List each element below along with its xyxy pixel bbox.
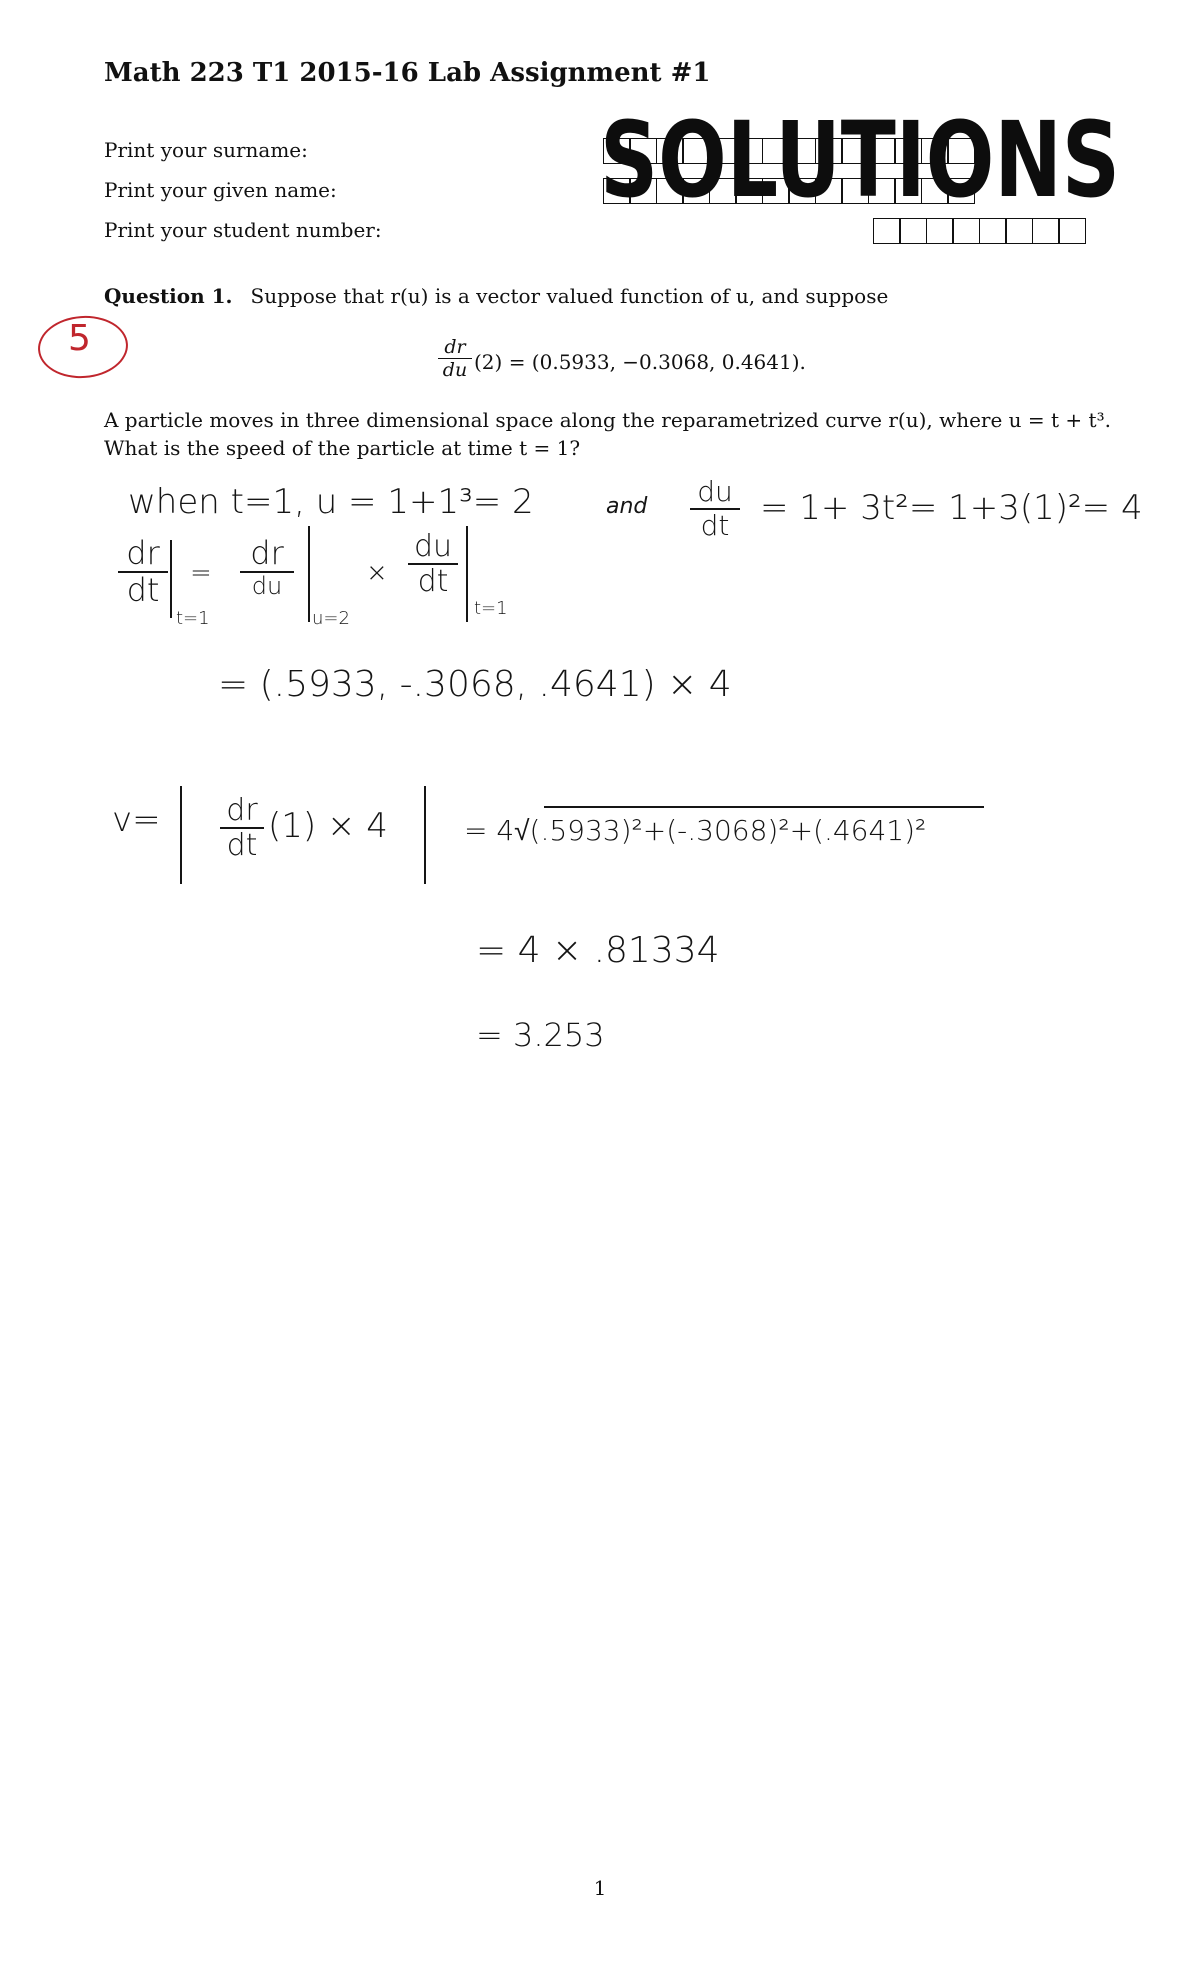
work-line-1b: and [606,494,648,519]
eval-sub-2: u=2 [312,608,350,629]
given-derivative-value: (2) = (0.5933, −0.3068, 0.4641). [474,350,806,374]
eval-bar-2 [308,526,310,622]
work-line-5: = 4 × .81334 [476,930,720,971]
score-value: 5 [68,318,91,359]
sqrt-overline [544,806,984,808]
work-du-dt-fraction: du dt [690,478,740,540]
work-line-1a: when t=1, u = 1+1³= 2 [128,482,534,522]
eval-sub-3: t=1 [474,598,508,619]
question-label: Question 1. [104,284,233,308]
solutions-handwriting [596,104,1136,214]
page-title: Math 223 T1 2015-16 Lab Assignment #1 [104,58,711,88]
surname-label: Print your surname: [104,138,308,162]
given-name-label: Print your given name: [104,178,337,202]
work-line-3: = (.5933, -.3068, .4641) × 4 [218,664,732,705]
work-line-1d: = 1+ 3t²= 1+3(1)²= 4 [760,488,1143,528]
work-dr-dt-fraction: dr dt [118,536,168,608]
work-dr-du-fraction: dr du [240,536,294,600]
eval-bar-1 [170,540,172,618]
given-derivative-fraction [438,336,472,381]
question-text-line2: What is the speed of the particle at time t = 1? [104,436,581,460]
fraction-denominator: du [442,359,468,381]
question-line [104,284,888,308]
student-number-boxes[interactable] [874,218,1086,244]
work-times-1: × [366,558,388,588]
work-line-4-mid: (1) × 4 [268,806,388,846]
work-line-4-rhs: = 4√(.5933)²+(-.3068)²+(.4641)² [464,814,927,847]
work-dr-dt-fraction-2: dr dt [220,794,264,862]
question-intro: Suppose that r(u) is a vector valued function of u, and suppose [250,284,889,308]
work-equals-1: = [190,558,212,588]
student-number-label: Print your student number: [104,218,382,242]
work-du-dt-fraction-2: du dt [408,530,458,598]
fraction-numerator: dr [438,336,472,359]
eval-bar-3 [466,526,468,622]
abs-bar-left [180,786,182,884]
question-text-line1: A particle moves in three dimensional space along the reparametrized curve r(u), where u = t + t³. [104,408,1111,432]
page-number: 1 [593,1876,607,1900]
work-line-6: = 3.253 [476,1016,605,1054]
svg-text:SOLUTIONS: SOLUTIONS [600,104,1120,214]
work-v-label: v= [112,800,161,840]
abs-bar-right [424,786,426,884]
eval-sub-1: t=1 [176,608,210,629]
